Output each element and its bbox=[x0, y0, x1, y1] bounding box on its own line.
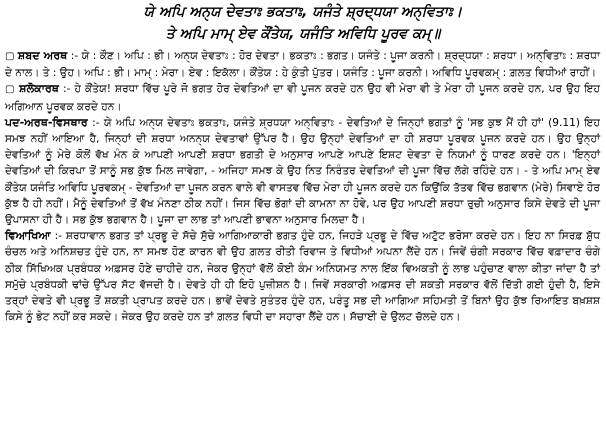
shabad-arth-heading: ਸ਼ਬਦ ਅਰਥ bbox=[17, 49, 68, 62]
shlokarth-text: :- ਹੇ ਕੌਂਤੇਯ! ਸ਼ਰਧਾ ਵਿੱਚ ਪੂਰੇ ਜੋ ਭਗਤ ਹੋਰ ਦੇਵਤਿਆਂ ਦਾ ਵੀ ਪੂਜਨ ਕਰਦੇ ਹਨ ਉਹ ਵੀ ਮੇਰਾ ਵੀ ਤੇ ਮੇਰਾ ਹੀ ਪੂਜਨ ਕਰਦੇ ਹਨ, ਪਰ ਉਹ ਇਹ ਅਗਿਆਨ ਪੂਰਵਕ ਕਰਦੇ ਹਨ। bbox=[5, 83, 601, 113]
square-bullet-icon: ▢ bbox=[5, 84, 16, 96]
shabad-arth-text: :- ਯੇ : ਕੌਣ। ਅਪਿ : ਭੀ। ਅਨੑਯ ਦੇਵਤਾਃ : ਹੋਰ ਦੇਵਤਾ। ਭਕਤਾਃ : ਭਗਤ। ਯਜੰਤੇ : ਪੂਜਾ ਕਰਨੀ। ਸ਼੍ਰਦ੍ਧਯਾ : ਸ਼ਰਧਾ। ਅਨੑਵਿਤਾਃ : ਸ਼ਰਧਾ ਦੇ ਨਾਲ। ਤੇ : ਉਹ। ਅਪਿ : ਭੀ। ਮਾਮ੍ : ਮੇਰਾ। ਏਵ : ਇਕੱਲਾ। ਕੌਂਤੇਯ : ਹੇ ਕੁੰਤੀ ਪੁੱਤਰ। ਯਜੰਤਿ : ਪੂਜਾ ਕਰਨੀ। ਅਵਿਧਿ ਪੂਰਵਕਮ੍ : ਗ਼ਲਤ ਵਿਧੀਆਂ ਰਾਹੀਂ। bbox=[5, 50, 600, 80]
shlokarth-heading: ਸ਼ਲੋਕਾਰਥ bbox=[19, 82, 60, 96]
pad-arth-text: :- ਯੇ ਅਪਿ ਅਨੑਯ ਦੇਵਤਾਃ ਭਕਤਾਃ, ਯਜੰਤੇ ਸ਼੍ਰਧਯਾ ਅਨੑਵਿਤਾਃ - ਦੇਵਤਿਆਂ ਦੇ ਜਿਨ੍ਹਾਂ ਭਗਤਾਂ ਨੂੰ 'ਸਭ ਕੁਝ ਮੈਂ ਹੀ ਹਾਂ' (9.11) ਇਹ ਸਮਝ ਨਹੀਂ ਆਇਆ ਹੈ, ਜਿਨ੍ਹਾਂ ਦੀ ਸ਼ਰਧਾ ਅਨਨੑਯ ਦੇਵਤਾਵਾਂ ਉੱਪਰ ਹੈ। ਉਹ ਉਨ੍ਹਾਂ ਦੇਵਤਿਆਂ ਦਾ ਹੀ ਸ਼ਰਧਾ ਪੂਰਵਕ ਪੂਜਨ ਕਰਦੇ ਹਨ। ਉਹ ਉਨ੍ਹਾਂ ਦੇਵਤਿਆਂ ਨੂੰ ਮੇਰੇ ਕੋਲੋਂ ਵੱਖ ਮੰਨ ਕੇ ਆਪਣੀ ਆਪਣੀ ਸ਼ਰਧਾ ਭਗਤੀ ਦੇ ਅਨੁਸਾਰ ਆਪਣੇ ਆਪਣੇ ਇਸ਼ਟ ਦੇਵਤਾ ਦੇ ਨਿਯਮਾਂ ਨੂੰ ਧਾਰਣ ਕਰਦੇ ਹਨ। 'ਇਨ੍ਹਾਂ ਦੇਵਤਿਆਂ ਦੀ ਕਿਰਪਾ ਤੋਂ ਸਾਨੂੰ ਸਭ ਕੁੱਝ ਮਿਲ ਜਾਵੇਗਾ, - ਅਜਿਹਾ ਸਮਝ ਕੇ ਉਹ ਨਿਤ ਨਿਰੰਤਰ ਦੇਵਤਿਆਂ ਦੀ ਪੂਜਾ ਵਿੱਚ ਲੱਗੇ ਰਹਿੰਦੇ ਹਨ। - ਤੇ ਅਪਿ ਮਾਮ੍ ਏਵ ਕੌਂਤੇਯ ਯਜੰਤਿ ਅਵਿਧਿ ਪੂਰਵਕਮ੍ - ਦੇਵਤਿਆਂ ਦਾ ਪੂਜਨ ਕਰਨ ਵਾਲੇ ਵੀ ਵਾਸਤਵ ਵਿੱਚ ਮੇਰਾ ਹੀ ਪੂਜਨ ਕਰਦੇ ਹਨ ਕਿਉਂਕਿ ਤੱਤਵ ਵਿੱਚ ਭਗਵਾਨ (ਮੇਰੇ) ਸਿਵਾਏ ਹੋਰ ਕੁੱਝ ਹੈ ਹੀ ਨਹੀਂ। ਮੈਨੂੰ ਦੇਵਤਿਆਂ ਤੋਂ ਵੱਖ ਮੰਨਣਾ ਠੀਕ ਨਹੀਂ। ਜਿਸ ਵਿੱਚ ਭੋਗਾਂ ਦੀ ਕਾਮਨਾ ਨਾ ਹੋਵੇ, ਪਰ ਉਹ ਆਪਣੀ ਸ਼ਰਧਾ ਰੁਚੀ ਅਨੁਸਾਰ ਕਿਸੇ ਦੇਵਤੇ ਦੀ ਪੂਜਾ ਉਪਾਸਨਾ ਹੀ ਹੈ। ਸਭ ਕੁੱਝ ਭਗਵਾਨ ਹੈ। ਪੂਜਾ ਦਾ ਲਾਭ ਤਾਂ ਆਪਣੀ ਭਾਵਨਾ ਅਨੁਸਾਰ ਮਿਲਦਾ ਹੈ। bbox=[5, 116, 600, 227]
square-bullet-icon: ▢ bbox=[5, 51, 15, 62]
pad-arth-heading: ਪਦ-ਅਰਥ-ਵਿਸਥਾਰ bbox=[5, 115, 88, 129]
shabad-arth-section bbox=[5, 47, 600, 81]
verse-line-1: ਯੇ ਅਪਿ ਅਨੑਯ ਦੇਵਤਾਃ ਭਕਤਾਃ, ਯਜੰਤੇ ਸ਼੍ਰਦ੍ਧਯਾ ਅਨੑਵਿਤਾਃ। bbox=[143, 4, 463, 20]
viakhia-heading: ਵਿਆਖਿਆ bbox=[5, 229, 51, 243]
verse-block bbox=[0, 0, 606, 44]
viakhia-section bbox=[5, 228, 600, 325]
pad-arth-section bbox=[5, 115, 600, 228]
verse-line-2: ਤੇ ਅਪਿ ਮਾਮ੍ ਏਵ ਕੌਂਤੇਯ, ਯਜੰਤਿ ਅਵਿਧਿ ਪੂਰਵ ਕਮ੍॥ bbox=[165, 26, 441, 42]
viakhia-text: :- ਸ਼ਰਧਾਵਾਨ ਭਗਤ ਤਾਂ ਪ੍ਰਭੂ ਦੇ ਸੱਚੇ ਸੁੱਚੇ ਆਗਿਆਕਾਰੀ ਭਗਤ ਹੁੰਦੇ ਹਨ, ਜਿਹੜੇ ਪ੍ਰਭੂ ਦੇ ਵਿੱਚ ਅਟੁੱਟ ਭਰੋਸਾ ਕਰਦੇ ਹਨ। ਇਹ ਨਾ ਸਿਰਫ਼ ਸ਼ੁੱਧ ਚੰਚਲ ਅਤੇ ਅਨਿਸ਼ਚਤ ਹੁੰਦੇ ਹਨ, ਨਾ ਸਮਝ ਹੋਣ ਕਾਰਨ ਵੀ ਉਹ ਗ਼ਲਤ ਰੀਤੀ ਰਿਵਾਜ ਤੇ ਵਿਧੀਆਂ ਅਪਨਾ ਲੈਂਦੇ ਹਨ। ਜਿਵੇਂ ਚੰਗੀ ਸਰਕਾਰ ਵਿੱਚ ਵਫ਼ਾਦਾਰ ਚੰਗੇ ਠੀਕ ਸਿੱਖਿਅਕ ਪ੍ਰਬੰਧਕ ਅਫ਼ਸਰ ਹੋਣੇ ਚਾਹੀਦੇ ਹਨ, ਜੇਕਰ ਉਨ੍ਹਾਂ ਵੱਲੋਂ ਕੋਈ ਕੰਮ ਅਨਿਯਮਤ ਨਾਲ ਇੱਕ ਵਿਅਕਤੀ ਨੂੰ ਲਾਭ ਪਹੁੰਚਾਣ ਵਾਲਾ ਕੀਤਾ ਜਾਂਦਾ ਹੈ ਤਾਂ ਸਮੁੱਚੇ ਪ੍ਰਬੰਧਕੀ ਢਾਂਚੇ ਉੱਪਰ ਸੱਟ ਵੱਜਦੀ ਹੈ। ਦੇਵਤੇ ਹੀ ਹੀ ਇਹੋ ਪੁਜ਼ੀਸ਼ਨ ਹੈ। ਜਿਵੇਂ ਸਰਕਾਰੀ ਅਫ਼ਸਰ ਦੀ ਸ਼ਕਤੀ ਸਰਕਾਰ ਵੱਲੋਂ ਦਿੱਤੀ ਗਈ ਹੁੰਦੀ ਹੈ, ਇਸੇ ਤਰ੍ਹਾਂ ਦੇਵਤੇ ਵੀ ਪ੍ਰਭੂ ਤੋਂ ਸ਼ਕਤੀ ਪ੍ਰਾਪਤ ਕਰਦੇ ਹਨ। ਭਾਵੇਂ ਦੇਵਤੇ ਸੁਤੰਤਰ ਹੁੰਦੇ ਹਨ, ਪਰੰਤੂ ਸਭ ਦੀ ਆਗਿਆ ਸਹਿਮਤੀ ਤੋਂ ਬਿਨਾਂ ਉਹ ਕੁੱਝ ਰਿਆਇਤ ਬਖ਼ਸ਼ਸ਼ ਕਿਸੇ ਨੂੰ ਭੇਟ ਨਹੀਂ ਕਰ ਸਕਦੇ। ਜੇਕਰ ਉਹ ਕਰਦੇ ਹਨ ਤਾਂ ਗ਼ਲਤ ਵਿਧੀ ਦਾ ਸਹਾਰਾ ਲੈਂਦੇ ਹਨ। ਸੱਚਾਈ ਦੇ ਉਲਟ ਚੱਲਦੇ ਹਨ। bbox=[5, 230, 600, 324]
shlokarth-section bbox=[5, 81, 600, 114]
commentary-body bbox=[0, 44, 606, 325]
